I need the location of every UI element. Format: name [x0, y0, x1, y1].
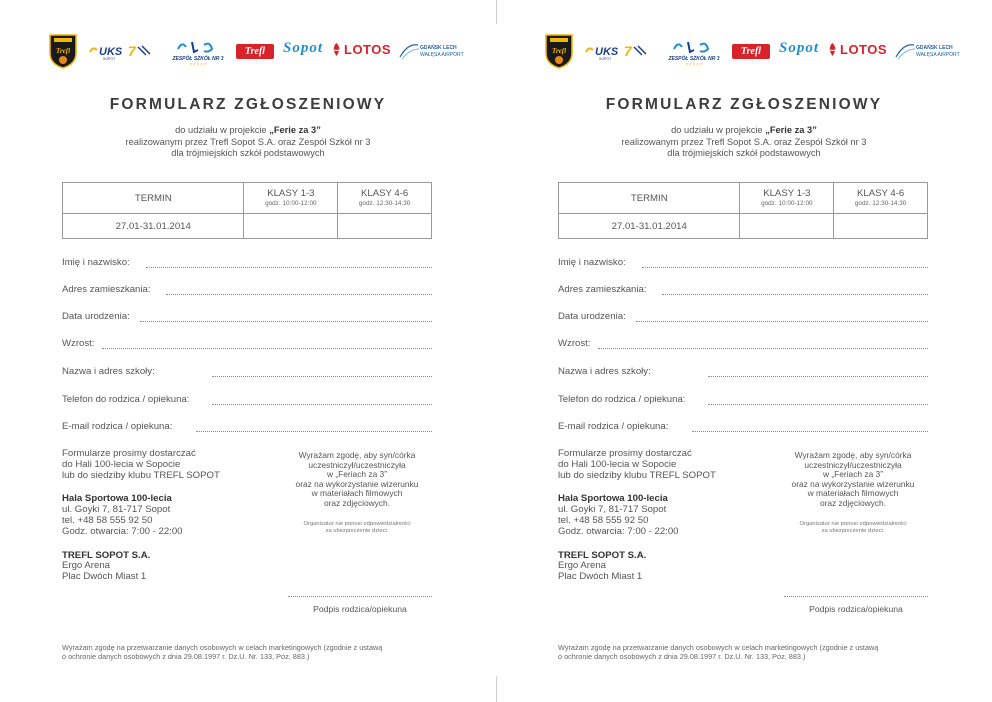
hall-street: ul. Goyki 7, 81-717 Sopot: [62, 504, 171, 516]
phone-label: Telefon do rodzica / opiekuna:: [558, 394, 688, 405]
signature-label: Podpis rodzica/opiekuna: [313, 604, 407, 614]
phone-label: Telefon do rodzica / opiekuna:: [62, 394, 192, 405]
name-label: Imię i nazwisko:: [558, 257, 629, 268]
name-dots: [642, 267, 928, 268]
lotos-text: LOTOS: [840, 42, 888, 57]
signature-label: Podpis rodzica/opiekuna: [809, 604, 903, 614]
name-field[interactable]: [62, 257, 432, 271]
shield-logo-icon: [544, 33, 574, 69]
trefl-text: Trefl: [244, 46, 266, 57]
email-dots: [692, 431, 928, 432]
deliver-line-1: Formularze prosimy dostarczać: [62, 448, 196, 459]
footer-line-1: Wyrażam zgodę na przetwarzanie danych osobowych w celach marketingowych (zgodnie z ustawą: [62, 643, 383, 652]
klasy2-hours: godz. 12:30-14:30: [854, 200, 907, 207]
phone-field[interactable]: [558, 394, 928, 408]
birth-dots: [140, 321, 432, 322]
subtitle-pre: do udziału w projekcie: [671, 125, 766, 135]
airport-text-2: WAŁĘSA AIRPORT: [420, 52, 464, 58]
airport-text-2: WAŁĘSA AIRPORT: [916, 52, 960, 58]
sponsor-logos: [544, 33, 960, 69]
company-name: TREFL SOPOT S.A.: [558, 549, 647, 561]
consent-line-3: w „Feriach za 3”: [822, 469, 884, 480]
schedule-table: [558, 182, 928, 239]
klasy1-header: [244, 183, 338, 214]
school-field[interactable]: [62, 366, 432, 380]
klasy1-label: KLASY 1-3: [267, 188, 315, 199]
zespol-text: ZESPÓŁ SZKÓŁ NR 3: [668, 56, 720, 62]
gdpr-footer: [62, 643, 447, 661]
address-label: Adres zamieszkania:: [62, 284, 154, 295]
klasy1-label: KLASY 1-3: [763, 188, 811, 199]
subtitle-line2: realizowanym przez Trefl Sopot S.A. oraz Zespół Szkół nr 3: [621, 136, 867, 147]
klasy2-checkbox-cell[interactable]: [338, 214, 432, 239]
consent-line-2: uczestniczył/uczestniczyła: [804, 459, 902, 470]
consent-line-6: oraz zdjęciowych.: [819, 497, 887, 508]
uks-text: UKS: [99, 46, 123, 58]
klasy1-header: [740, 183, 834, 214]
email-label: E-mail rodzica / opiekuna:: [558, 421, 671, 432]
svg-text:★ ★ ★ ★ ★: ★ ★ ★ ★ ★: [189, 62, 207, 65]
signature-line[interactable]: [288, 596, 432, 597]
uks-sub-text: SOPOT: [103, 57, 116, 61]
height-dots: [102, 348, 432, 349]
phone-field[interactable]: [62, 394, 432, 408]
svg-text:Trefl: Trefl: [551, 47, 567, 55]
page-title: FORMULARZ ZGŁOSZENIOWY: [605, 96, 883, 113]
hall-hours: Godz. otwarcia: 7:00 - 22:00: [62, 525, 183, 537]
page-subtitle: [496, 125, 992, 160]
klasy1-checkbox-cell[interactable]: [244, 214, 338, 239]
svg-text:7: 7: [624, 43, 632, 59]
email-dots: [196, 431, 432, 432]
uks-logo-icon: [584, 43, 654, 61]
consent-line-4: oraz na wykorzystanie wizerunku: [295, 478, 419, 489]
height-dots: [598, 348, 928, 349]
height-field[interactable]: [62, 338, 432, 352]
insurance-note: [778, 521, 928, 536]
consent-line-1: Wyrażam zgodę, aby syn/córka: [298, 450, 416, 460]
gdpr-footer: [558, 643, 943, 661]
zespol-text: ZESPÓŁ SZKÓŁ NR 3: [172, 56, 224, 62]
deliver-line-2: do Hali 100-lecia w Sopocie: [62, 458, 181, 470]
klasy2-header: [834, 183, 928, 214]
company-address: Plac Dwóch Miast 1: [62, 571, 147, 583]
note-line-2: za ubezpieczenie dzieci.: [325, 527, 389, 534]
hall-hours: Godz. otwarcia: 7:00 - 22:00: [558, 525, 679, 537]
deliver-line-2: do Hali 100-lecia w Sopocie: [558, 458, 677, 470]
consent-line-5: w materiałach filmowych: [311, 488, 403, 499]
note-line-2: za ubezpieczenie dzieci.: [821, 527, 885, 534]
airport-text-1: GDAŃSK LECH: [916, 45, 953, 51]
footer-line-2: o ochronie danych osobowych z dnia 29.08.1997 r. Dz.U. Nr. 133, Poz. 883.): [558, 652, 806, 661]
uks-logo-icon: [88, 43, 158, 61]
hall-phone: tel. +48 58 555 92 50: [62, 514, 153, 526]
email-field[interactable]: [62, 421, 432, 435]
school-label: Nazwa i adres szkoły:: [558, 366, 654, 377]
name-dots: [146, 267, 432, 268]
deliver-line-3: lub do siedziby klubu TREFL SOPOT: [62, 469, 220, 481]
consent-line-1: Wyrażam zgodę, aby syn/córka: [794, 450, 912, 460]
delivery-info: [62, 449, 252, 596]
address-label: Adres zamieszkania:: [558, 284, 650, 295]
school-label: Nazwa i adres szkoły:: [62, 366, 158, 377]
lotos-logo-icon: [330, 42, 390, 60]
term-header: TERMIN: [559, 183, 740, 214]
school-field[interactable]: [558, 366, 928, 380]
schedule-table: [62, 182, 432, 239]
klasy2-label: KLASY 4-6: [856, 188, 905, 199]
airport-text-1: GDAŃSK LECH: [420, 45, 457, 51]
subtitle-project: „Ferie za 3”: [765, 125, 817, 135]
sopot-text: Sopot: [283, 40, 324, 56]
klasy2-checkbox-cell[interactable]: [834, 214, 928, 239]
lotos-text: LOTOS: [344, 42, 392, 57]
consent-line-6: oraz zdjęciowych.: [323, 497, 391, 508]
page-subtitle: [0, 125, 496, 160]
note-line-1: Organizator nie ponosi odpowiedzialności: [303, 520, 411, 527]
svg-text:Trefl: Trefl: [55, 47, 71, 55]
klasy1-hours: godz. 10:00-12:00: [761, 200, 813, 207]
trefl-text: Trefl: [740, 46, 762, 57]
trefl-logo-icon: [732, 44, 770, 59]
phone-dots: [708, 404, 928, 405]
shield-logo-icon: [48, 33, 78, 69]
deliver-line-1: Formularze prosimy dostarczać: [558, 448, 692, 459]
height-label: Wzrost:: [558, 338, 594, 349]
name-field[interactable]: [558, 257, 928, 271]
sopot-text: Sopot: [779, 40, 820, 56]
name-label: Imię i nazwisko:: [62, 257, 133, 268]
email-label: E-mail rodzica / opiekuna:: [62, 421, 175, 432]
hall-street: ul. Goyki 7, 81-717 Sopot: [558, 504, 667, 516]
term-date: 27.01-31.01.2014: [559, 214, 740, 239]
term-date: 27.01-31.01.2014: [63, 214, 244, 239]
consent-block: [778, 451, 928, 535]
uks-text: UKS: [595, 46, 619, 58]
school-dots: [212, 376, 432, 377]
birth-date-field[interactable]: [62, 311, 432, 325]
consent-line-4: oraz na wykorzystanie wizerunku: [791, 478, 915, 489]
zespol-logo-icon: [664, 37, 724, 65]
birth-date-field[interactable]: [558, 311, 928, 325]
school-dots: [708, 376, 928, 377]
klasy1-hours: godz. 10:00-12:00: [265, 200, 317, 207]
address-dots: [662, 294, 928, 295]
hall-name: Hala Sportowa 100-lecia: [62, 493, 172, 505]
svg-text:7: 7: [128, 43, 136, 59]
deliver-line-3: lub do siedziby klubu TREFL SOPOT: [558, 469, 716, 481]
consent-line-2: uczestniczył/uczestniczyła: [308, 459, 406, 470]
phone-dots: [212, 404, 432, 405]
birth-label: Data urodzenia:: [558, 311, 629, 322]
address-field[interactable]: [62, 284, 432, 298]
subtitle-project: „Ferie za 3”: [269, 125, 321, 135]
birth-dots: [636, 321, 928, 322]
form-sheet-right: [496, 0, 992, 702]
klasy2-hours: godz. 12:30-14:30: [358, 200, 411, 207]
address-dots: [166, 294, 432, 295]
term-header: TERMIN: [63, 183, 244, 214]
klasy2-label: KLASY 4-6: [360, 188, 409, 199]
company-place: Ergo Arena: [558, 560, 607, 572]
subtitle-line3: dla trójmiejskich szkół podstawowych: [667, 148, 821, 158]
sopot-logo-icon: [283, 39, 324, 61]
klasy2-header: [338, 183, 432, 214]
subtitle-pre: do udziału w projekcie: [175, 125, 270, 135]
subtitle-line3: dla trójmiejskich szkół podstawowych: [171, 148, 325, 158]
consent-line-3: w „Feriach za 3”: [326, 469, 388, 480]
airport-logo-icon: [894, 41, 960, 63]
lotos-logo-icon: [826, 42, 886, 60]
footer-line-2: o ochronie danych osobowych z dnia 29.08.1997 r. Dz.U. Nr. 133, Poz. 883.): [62, 652, 310, 661]
uks-sub-text: SOPOT: [599, 57, 612, 61]
sponsor-logos: [48, 33, 464, 69]
company-place: Ergo Arena: [62, 560, 111, 572]
footer-line-1: Wyrażam zgodę na przetwarzanie danych osobowych w celach marketingowych (zgodnie z ustawą: [558, 643, 879, 652]
note-line-1: Organizator nie ponosi odpowiedzialności: [799, 520, 907, 527]
consent-block: [282, 451, 432, 535]
airport-logo-icon: [398, 41, 464, 63]
insurance-note: [282, 521, 432, 536]
klasy1-checkbox-cell[interactable]: [740, 214, 834, 239]
page-title: FORMULARZ ZGŁOSZENIOWY: [109, 96, 387, 113]
address-field[interactable]: [558, 284, 928, 298]
company-name: TREFL SOPOT S.A.: [62, 549, 151, 561]
height-field[interactable]: [558, 338, 928, 352]
signature-line[interactable]: [784, 596, 928, 597]
hall-phone: tel. +48 58 555 92 50: [558, 514, 649, 526]
email-field[interactable]: [558, 421, 928, 435]
sopot-logo-icon: [779, 39, 820, 61]
trefl-logo-icon: [236, 44, 274, 59]
delivery-info: [558, 449, 748, 596]
consent-line-5: w materiałach filmowych: [807, 488, 899, 499]
svg-text:★ ★ ★ ★ ★: ★ ★ ★ ★ ★: [685, 62, 703, 65]
subtitle-line2: realizowanym przez Trefl Sopot S.A. oraz Zespół Szkół nr 3: [125, 136, 371, 147]
hall-name: Hala Sportowa 100-lecia: [558, 493, 668, 505]
company-address: Plac Dwóch Miast 1: [558, 571, 643, 583]
birth-label: Data urodzenia:: [62, 311, 133, 322]
height-label: Wzrost:: [62, 338, 98, 349]
zespol-logo-icon: [168, 37, 228, 65]
